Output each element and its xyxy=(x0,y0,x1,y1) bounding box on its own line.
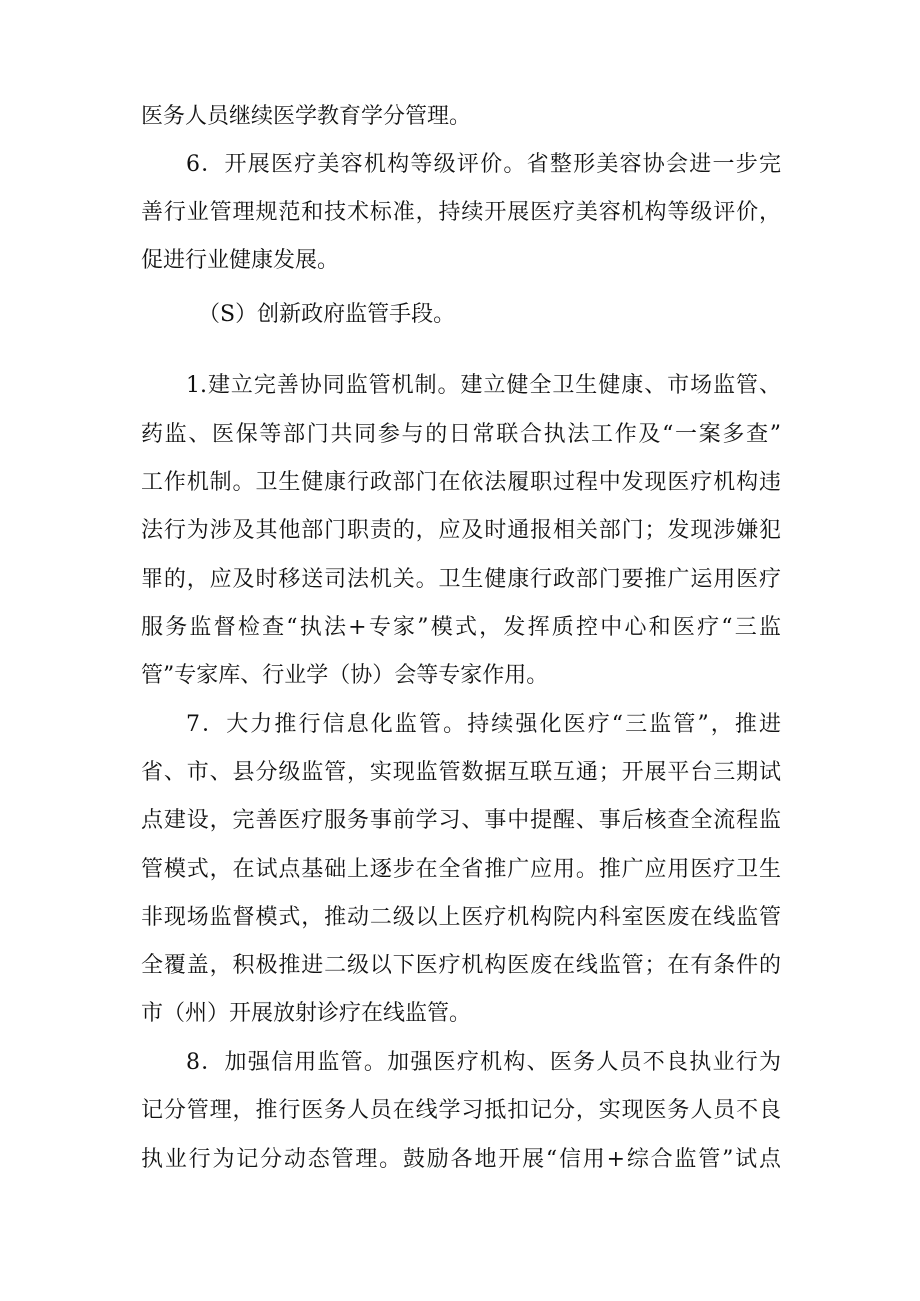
text-line: 服务监督检查“执法+专家”模式，发挥质控中心和医疗“三监 xyxy=(141,615,781,640)
text-line: 管模式，在试点基础上逐步在全省推广应用。推广应用医疗卫生 xyxy=(141,857,781,882)
text-line: 点建设，完善医疗服务事前学习、事中提醒、事后核查全流程监 xyxy=(141,808,781,833)
text-line: 市（州）开展放射诊疗在线监管。 xyxy=(141,1001,472,1026)
text-line: 罪的，应及时移送司法机关。卫生健康行政部门要推广运用医疗 xyxy=(141,567,781,592)
text-line: 促进行业健康发展。 xyxy=(141,248,340,273)
text-line: 全覆盖，积极推进二级以下医疗机构医废在线监管；在有条件的 xyxy=(141,953,781,978)
text-line: 管”专家库、行业学（协）会等专家作用。 xyxy=(141,663,549,688)
text-line: 非现场监督模式，推动二级以上医疗机构院内科室医废在线监管 xyxy=(141,905,781,930)
paragraph-1-line: 1.建立完善协同监管机制。建立健全卫生健康、市场监管、 xyxy=(186,373,781,398)
text-line: 工作机制。卫生健康行政部门在依法履职过程中发现医疗机构违 xyxy=(141,470,781,495)
paragraph-8-line: 8．加强信用监管。加强医疗机构、医务人员不良执业行为 xyxy=(186,1050,781,1075)
paragraph-6-line: 6．开展医疗美容机构等级评价。省整形美容协会进一步完 xyxy=(186,152,781,177)
text-line: 药监、医保等部门共同参与的日常联合执法工作及“一案多查” xyxy=(141,422,781,447)
text-line: 医务人员继续医学教育学分管理。 xyxy=(141,104,472,129)
text-line: 省、市、县分级监管，实现监管数据互联互通；开展平台三期试 xyxy=(141,760,781,785)
text-line: 记分管理，推行医务人员在线学习抵扣记分，实现医务人员不良 xyxy=(141,1098,781,1123)
text-line: 法行为涉及其他部门职责的，应及时通报相关部门；发现涉嫌犯 xyxy=(141,518,781,543)
paragraph-7-line: 7．大力推行信息化监管。持续强化医疗“三监管”，推进 xyxy=(186,712,781,737)
text-line: 执业行为记分动态管理。鼓励各地开展“信用+综合监管”试点 xyxy=(141,1147,781,1172)
text-line: 善行业管理规范和技术标准，持续开展医疗美容机构等级评价， xyxy=(141,200,781,225)
section-heading: （S）创新政府监管手段。 xyxy=(198,302,456,327)
